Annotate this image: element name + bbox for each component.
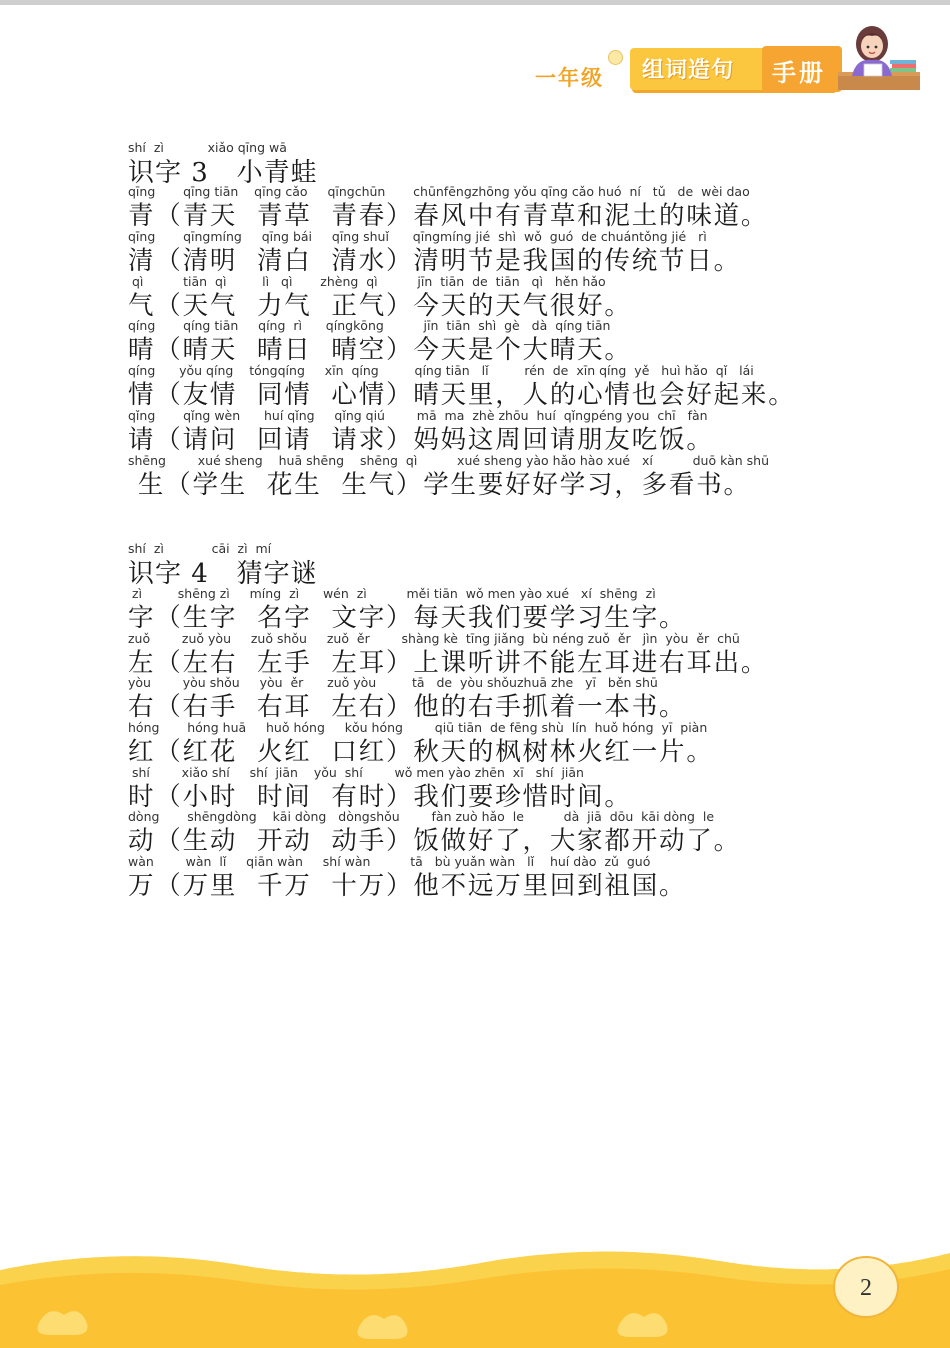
banner-tab (762, 46, 842, 92)
pinyin-row: qīng qīng tiān qīng cǎo qīngchūn chūnfēngzhōng yǒu qīng cǎo huó ní tǔ de wèi dao (128, 184, 750, 199)
hanzi-row: 请（请问 回请 请求）妈妈这周回请朋友吃饭。 (128, 425, 714, 455)
hanzi-row: 右（右手 右耳 左右）他的右手抓着一本书。 (128, 692, 687, 722)
hanzi-row: 晴（晴天 晴日 晴空）今天是个大晴天。 (128, 335, 632, 365)
pinyin-row: zì shēng zì míng zì wén zì měi tiān wǒ men yào xué xí shēng zì (128, 586, 656, 601)
hanzi-row: 生（学生 花生 生气）学生要好好学习，多看书。 (128, 470, 751, 500)
hanzi-row: 气（天气 力气 正气）今天的天气很好。 (128, 291, 632, 321)
grade-label: 一年级 (535, 66, 604, 90)
pinyin-row: shí xiǎo shí shí jiān yǒu shí wǒ men yào zhēn xī shí jiān (128, 765, 584, 780)
banner-title: 组词造句 (642, 58, 735, 83)
hanzi-row: 青（青天 青草 青春）春风中有青草和泥土的味道。 (128, 201, 769, 231)
hanzi-row: 红（红花 火红 口红）秋天的枫树林火红一片。 (128, 737, 714, 767)
section-1-title-pinyin: shí zì xiǎo qīng wā (128, 140, 287, 155)
girl-reading-illustration (838, 22, 920, 92)
hanzi-row: 清（清明 清白 清水）清明节是我国的传统节日。 (128, 246, 741, 276)
pinyin-row: qì tiān qì lì qì zhèng qì jīn tiān de tiān qì hěn hǎo (128, 274, 606, 289)
lightbulb-icon (608, 50, 623, 65)
top-edge (0, 0, 950, 5)
pinyin-row: hóng hóng huā huǒ hóng kǒu hóng qiū tiān de fēng shù lín huǒ hóng yī piàn (128, 720, 708, 735)
pinyin-row: dòng shēngdòng kāi dòng dòngshǒu fàn zuò hǎo le dà jiā dōu kāi dòng le (128, 809, 715, 824)
pinyin-row: qíng yǒu qíng tóngqíng xīn qíng qíng tiān lǐ rén de xīn qíng yě huì hǎo qǐ lái (128, 363, 754, 378)
hanzi-row: 万（万里 千万 十万）他不远万里回到祖国。 (128, 871, 687, 901)
pinyin-row: shēng xué sheng huā shēng shēng qì xué sheng yào hǎo hào xué xí duō kàn shū (128, 453, 770, 468)
pinyin-row: wàn wàn lǐ qiān wàn shí wàn tā bù yuǎn wàn lǐ huí dào zǔ guó (128, 854, 651, 869)
hanzi-row: 左（左右 左手 左耳）上课听讲不能左耳进右耳出。 (128, 648, 769, 678)
pinyin-row: qíng qíng tiān qíng rì qíngkōng jīn tiān shì gè dà qíng tiān (128, 318, 611, 333)
hanzi-row: 时（小时 时间 有时）我们要珍惜时间。 (128, 782, 632, 812)
pinyin-row: qǐng qǐng wèn huí qǐng qǐng qiú mā ma zhè zhōu huí qǐngpéng you chī fàn (128, 408, 708, 423)
pinyin-row: qīng qīngmíng qīng bái qīng shuǐ qīngmíng jié shì wǒ guó de chuántǒng jié rì (128, 229, 707, 244)
pinyin-row: yòu yòu shǒu yòu ěr zuǒ yòu tā de yòu shǒuzhuā zhe yī běn shū (128, 675, 658, 690)
header-banner (630, 48, 835, 90)
section-2-title-text: 识字 4 猜字谜 (128, 559, 318, 589)
section-1-title-text: 识字 3 小青蛙 (128, 158, 318, 188)
hanzi-row: 动（生动 开动 动手）饭做好了，大家都开动了。 (128, 826, 741, 856)
pinyin-row: zuǒ zuǒ yòu zuǒ shǒu zuǒ ěr shàng kè tīng jiǎng bù néng zuǒ ěr jìn yòu ěr chū (128, 631, 740, 646)
footer-wave-decoration (0, 1225, 950, 1348)
page-number: 2 (860, 1275, 872, 1301)
hanzi-row: 情（友情 同情 心情）晴天里，人的心情也会好起来。 (128, 380, 796, 410)
banner-tab-label: 手册 (772, 59, 826, 87)
section-2-title-pinyin: shí zì cāi zì mí (128, 541, 272, 556)
hanzi-row: 字（生字 名字 文字）每天我们要学习生字。 (128, 603, 687, 633)
